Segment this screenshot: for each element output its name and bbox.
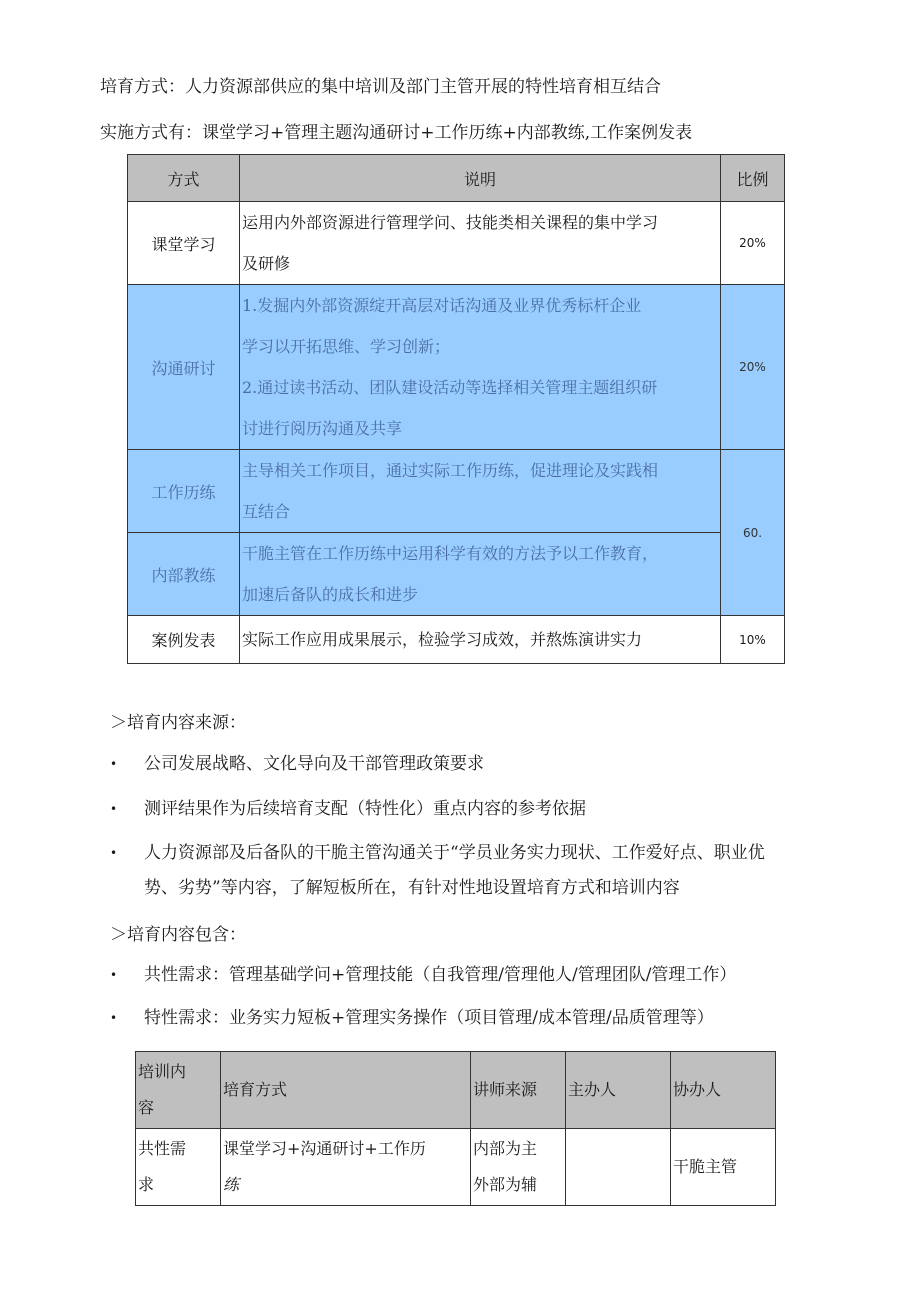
list-item-text: 共性需求：管理基础学问+管理技能（自我管理/管理他人/管理团队/管理工作）	[144, 965, 737, 985]
header-training-content	[136, 1052, 221, 1129]
method-cell: 沟通研讨	[128, 285, 240, 450]
table-row	[128, 202, 785, 285]
ratio-cell: 20%	[721, 202, 785, 285]
list-item-text: 特性需求：业务实力短板+管理实务操作（项目管理/成本管理/品质管理等）	[144, 1008, 714, 1028]
description-cell	[240, 450, 721, 533]
header-description: 说明	[240, 155, 721, 202]
description-line: 互结合	[242, 502, 291, 521]
cell-line: 内部为主	[473, 1139, 538, 1158]
table-row	[136, 1129, 776, 1206]
ratio-cell: 60.	[721, 450, 785, 616]
header-instructor-source: 讲师来源	[471, 1052, 566, 1129]
description-line: 干脆主管在工作历练中运用科学有效的方法予以工作教育，	[242, 544, 659, 563]
list-item-text: 公司发展战略、文化导向及干部管理政策要求	[144, 754, 484, 774]
cell-line: 共性需	[138, 1139, 187, 1158]
method-cell: 案例发表	[128, 616, 240, 664]
source-heading: ＞培育内容来源：	[110, 713, 246, 733]
header-co-organizer: 协办人	[671, 1052, 776, 1129]
description-cell	[240, 285, 721, 450]
table-row	[128, 285, 785, 450]
cell-line: 练	[223, 1175, 240, 1194]
organizer-cell	[566, 1129, 671, 1206]
list-item-text: 势、劣势”等内容，了解短板所在，有针对性地设置培育方式和培训内容	[144, 878, 680, 898]
description-line: 1.发掘内外部资源绽开高层对话沟通及业界优秀标杆企业	[242, 296, 642, 315]
description-line: 加速后备队的成长和进步	[242, 585, 419, 604]
header-method: 方式	[128, 155, 240, 202]
bullet-icon: •	[110, 802, 118, 816]
intro-line-2: 实施方式有：课堂学习+管理主题沟通研讨+工作历练+内部教练,工作案例发表	[100, 123, 693, 143]
methods-table	[127, 154, 785, 664]
header-ratio: 比例	[721, 155, 785, 202]
method-cell: 课堂学习	[128, 202, 240, 285]
description-cell	[240, 533, 721, 616]
description-line: 主导相关工作项目，通过实际工作历练，促进理论及实践相	[242, 461, 659, 480]
methods-table-header	[128, 155, 785, 202]
bullet-icon: •	[110, 1011, 118, 1025]
co-organizer-cell: 干脆主管	[671, 1129, 776, 1206]
content-heading: ＞培育内容包含：	[110, 925, 246, 945]
method-cell: 工作历练	[128, 450, 240, 533]
description-cell	[240, 202, 721, 285]
header-line: 容	[138, 1098, 155, 1117]
header-training-method: 培育方式	[221, 1052, 471, 1129]
description-line: 运用内外部资源进行管理学问、技能类相关课程的集中学习	[242, 213, 659, 232]
method-cell: 内部教练	[128, 533, 240, 616]
list-item-text: 测评结果作为后续培育支配（特性化）重点内容的参考依据	[144, 799, 586, 819]
ratio-cell: 10%	[721, 616, 785, 664]
description-line: 及研修	[242, 254, 291, 273]
header-line: 培训内	[138, 1062, 187, 1081]
header-organizer: 主办人	[566, 1052, 671, 1129]
ratio-cell: 20%	[721, 285, 785, 450]
training-table-header	[136, 1052, 776, 1129]
bullet-icon: •	[110, 757, 118, 771]
description-line: 讨进行阅历沟通及共享	[242, 419, 403, 438]
cell-line: 外部为辅	[473, 1175, 538, 1194]
description-line: 2.通过读书活动、团队建设活动等选择相关管理主题组织研	[242, 378, 658, 397]
training-table	[135, 1051, 776, 1206]
description-cell: 实际工作应用成果展示，检验学习成效，并熬炼演讲实力	[240, 616, 721, 664]
table-row	[128, 616, 785, 664]
table-row	[128, 533, 785, 616]
cell-line: 课堂学习+沟通研讨+工作历	[223, 1139, 426, 1158]
training-method-cell	[221, 1129, 471, 1206]
bullet-icon: •	[110, 968, 118, 982]
intro-line-1: 培育方式：人力资源部供应的集中培训及部门主管开展的特性培育相互结合	[100, 77, 661, 97]
cell-line: 求	[138, 1175, 155, 1194]
instructor-source-cell	[471, 1129, 566, 1206]
training-content-cell	[136, 1129, 221, 1206]
table-row	[128, 450, 785, 533]
description-line: 学习以开拓思维、学习创新；	[242, 337, 451, 356]
list-item-text: 人力资源部及后备队的干脆主管沟通关于“学员业务实力现状、工作爱好点、职业优	[144, 843, 765, 863]
bullet-icon: •	[110, 846, 118, 860]
